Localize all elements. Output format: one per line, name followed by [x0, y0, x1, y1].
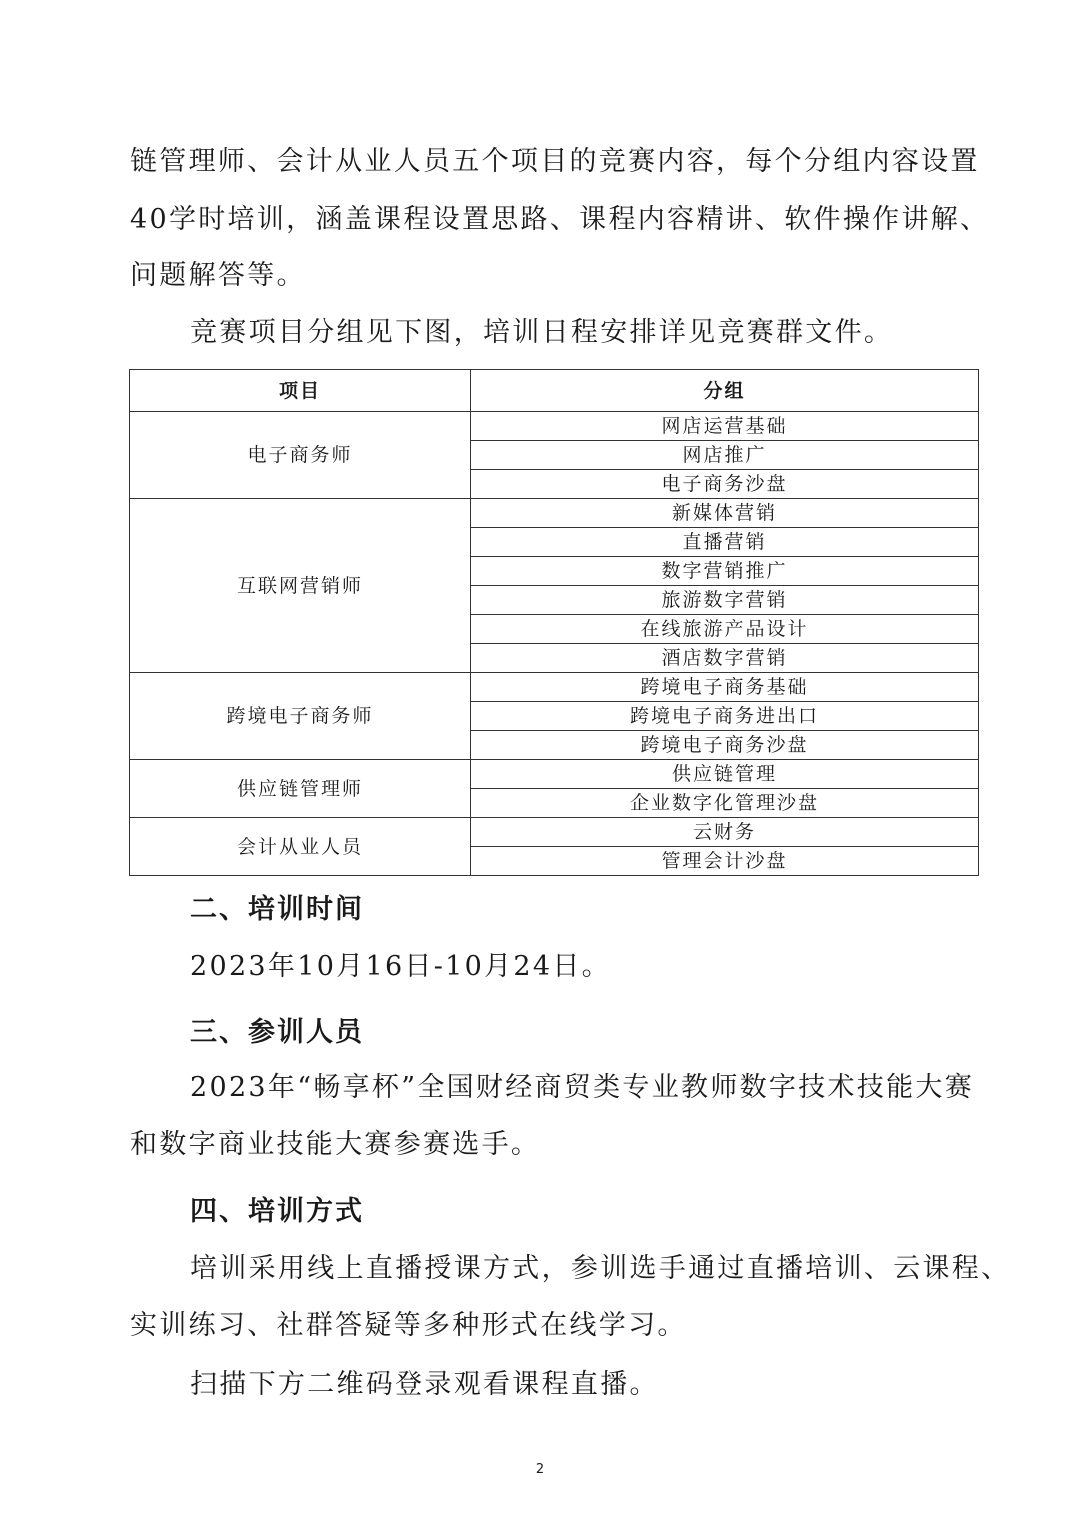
group-cell: 跨境电子商务进出口 [471, 702, 979, 731]
group-cell: 在线旅游产品设计 [471, 615, 979, 644]
group-cell: 云财务 [471, 818, 979, 847]
group-cell: 网店运营基础 [471, 412, 979, 441]
section-3-heading: 三、参训人员 [190, 1017, 364, 1048]
group-cell: 跨境电子商务沙盘 [471, 731, 979, 760]
project-cell: 电子商务师 [130, 412, 471, 499]
group-cell: 供应链管理 [471, 760, 979, 789]
project-cell: 互联网营销师 [130, 499, 471, 673]
project-cell: 跨境电子商务师 [130, 673, 471, 760]
method-line-2: 实训练习、社群答疑等多种形式在线学习。 [130, 1310, 687, 1341]
group-cell: 网店推广 [471, 441, 979, 470]
header-group: 分组 [471, 370, 979, 412]
header-project: 项目 [130, 370, 471, 412]
qr-instruction: 扫描下方二维码登录观看课程直播。 [190, 1369, 659, 1400]
group-cell: 直播营销 [471, 528, 979, 557]
project-cell: 会计从业人员 [130, 818, 471, 876]
intro-line-1: 链管理师、会计从业人员五个项目的竞赛内容，每个分组内容设置 [130, 146, 980, 177]
table-row [130, 818, 979, 847]
group-cell: 数字营销推广 [471, 557, 979, 586]
project-group-table [129, 369, 979, 876]
participants-line-1: 2023年“畅享杯”全国财经商贸类专业教师数字技术技能大赛 [190, 1072, 975, 1103]
group-cell: 电子商务沙盘 [471, 470, 979, 499]
group-cell: 企业数字化管理沙盘 [471, 789, 979, 818]
group-cell: 管理会计沙盘 [471, 847, 979, 876]
table-row [130, 412, 979, 441]
section-2-heading: 二、培训时间 [190, 894, 364, 925]
training-time: 2023年10月16日-10月24日。 [190, 951, 611, 982]
table-row [130, 760, 979, 789]
page-number: 2 [535, 1462, 545, 1477]
method-line-1: 培训采用线上直播授课方式，参训选手通过直播培训、云课程、 [190, 1253, 1011, 1284]
table-body [130, 412, 979, 876]
table-row [130, 673, 979, 702]
intro-line-2: 40学时培训，涵盖课程设置思路、课程内容精讲、软件操作讲解、 [130, 204, 990, 235]
table-row [130, 499, 979, 528]
group-cell: 旅游数字营销 [471, 586, 979, 615]
group-cell: 跨境电子商务基础 [471, 673, 979, 702]
project-cell: 供应链管理师 [130, 760, 471, 818]
section-4-heading: 四、培训方式 [190, 1196, 364, 1227]
group-cell: 酒店数字营销 [471, 644, 979, 673]
intro-line-3: 问题解答等。 [130, 260, 306, 291]
group-cell: 新媒体营销 [471, 499, 979, 528]
participants-line-2: 和数字商业技能大赛参赛选手。 [130, 1129, 541, 1160]
table-intro: 竞赛项目分组见下图，培训日程安排详见竞赛群文件。 [190, 317, 894, 348]
table-header-row [130, 370, 979, 412]
